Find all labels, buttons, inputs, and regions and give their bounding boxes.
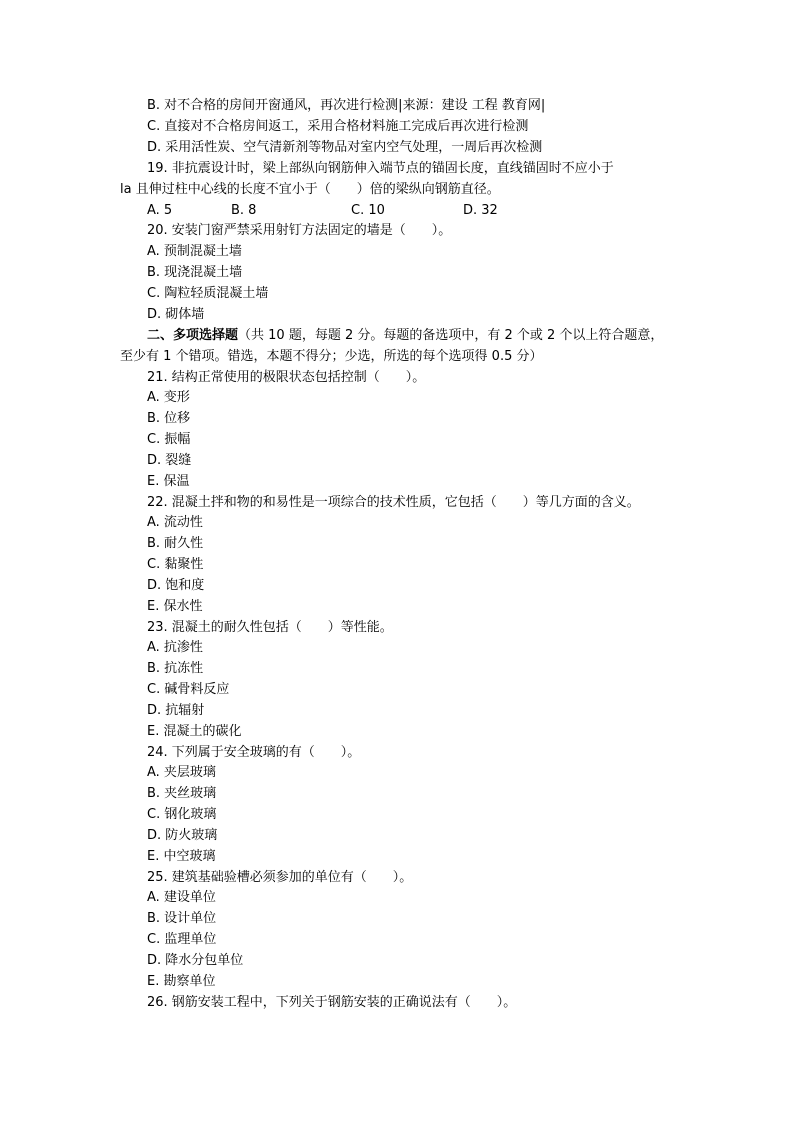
q19-stem-line2: la 且伸过柱中心线的长度不宜小于（ ）倍的梁纵向钢筋直径。	[120, 182, 500, 197]
q19-options-row	[147, 202, 498, 220]
q21-option-e: E. 保温	[147, 474, 190, 489]
q24-option-c: C. 钢化玻璃	[147, 807, 217, 822]
q21-option-c: C. 振幅	[147, 432, 191, 447]
q20-option-c: C. 陶粒轻质混凝土墙	[147, 286, 269, 301]
q24-option-a: A. 夹层玻璃	[147, 765, 216, 780]
q20-option-b: B. 现浇混凝土墙	[147, 265, 243, 280]
q20-stem: 20. 安装门窗严禁采用射钉方法固定的墙是（ ）。	[147, 223, 452, 238]
q22-option-e: E. 保水性	[147, 599, 203, 614]
q25-option-b: B. 设计单位	[147, 911, 217, 926]
q23-option-b: B. 抗冻性	[147, 661, 204, 676]
q23-option-c: C. 碱骨料反应	[147, 682, 230, 697]
q20-option-a: A. 预制混凝土墙	[147, 244, 242, 259]
q18-option-c: C. 直接对不合格房间返工，采用合格材料施工完成后再次进行检测	[147, 119, 529, 134]
q19-stem-line1: 19. 非抗震设计时，梁上部纵向钢筋伸入端节点的锚固长度，直线锚固时不应小于	[147, 161, 614, 176]
q22-option-d: D. 饱和度	[147, 578, 205, 593]
q23-option-a: A. 抗渗性	[147, 640, 203, 655]
q24-option-d: D. 防火玻璃	[147, 828, 218, 843]
q26-stem: 26. 钢筋安装工程中，下列关于钢筋安装的正确说法有（ ）。	[147, 995, 517, 1010]
q23-option-d: D. 抗辐射	[147, 703, 205, 718]
q24-option-b: B. 夹丝玻璃	[147, 786, 217, 801]
q21-option-b: B. 位移	[147, 411, 191, 426]
q20-option-d: D. 砌体墙	[147, 307, 205, 322]
q21-option-d: D. 裂缝	[147, 453, 192, 468]
section2-desc-line1: （共 10 题，每题 2 分。每题的备选项中，有 2 个或 2 个以上符合题意，	[238, 328, 664, 343]
q19-option-b: B. 8	[231, 203, 257, 218]
q19-option-a: A. 5	[147, 203, 173, 218]
q22-option-a: A. 流动性	[147, 515, 203, 530]
q24-option-e: E. 中空玻璃	[147, 849, 216, 864]
section2-heading: 二、多项选择题	[147, 328, 239, 343]
q22-stem: 22. 混凝土拌和物的和易性是一项综合的技术性质，它包括（ ）等几方面的含义。	[147, 495, 640, 510]
section2-heading-line	[147, 327, 663, 345]
q21-stem: 21. 结构正常使用的极限状态包括控制（ ）。	[147, 370, 426, 385]
q23-stem: 23. 混凝土的耐久性包括（ ）等性能。	[147, 620, 393, 635]
q23-option-e: E. 混凝土的碳化	[147, 724, 242, 739]
q25-option-d: D. 降水分包单位	[147, 953, 244, 968]
q21-option-a: A. 变形	[147, 390, 190, 405]
q22-option-b: B. 耐久性	[147, 536, 204, 551]
q19-option-d: D. 32	[463, 203, 498, 218]
section2-desc-line2: 至少有 1 个错项。错选，本题不得分；少选，所选的每个选项得 0.5 分）	[120, 349, 543, 364]
q22-option-c: C. 黏聚性	[147, 557, 204, 572]
q19-option-c: C. 10	[351, 203, 385, 218]
q18-option-d: D. 采用活性炭、空气清新剂等物品对室内空气处理，一周后再次检测	[147, 140, 543, 155]
q25-option-a: A. 建设单位	[147, 890, 216, 905]
q25-option-c: C. 监理单位	[147, 932, 217, 947]
q25-option-e: E. 勘察单位	[147, 974, 216, 989]
q24-stem: 24. 下列属于安全玻璃的有（ ）。	[147, 745, 361, 760]
q18-option-b: B. 对不合格的房间开窗通风，再次进行检测|来源：建设 工程 教育网|	[147, 98, 546, 113]
q25-stem: 25. 建筑基础验槽必须参加的单位有（ ）。	[147, 870, 413, 885]
